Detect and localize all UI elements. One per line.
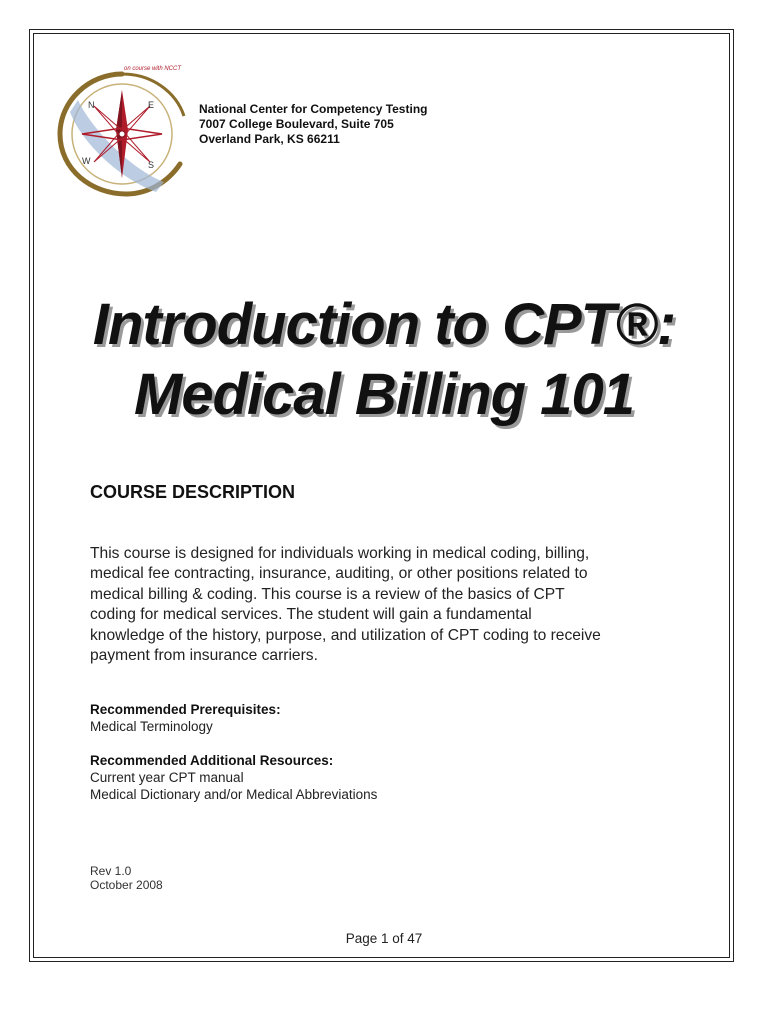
compass-letter-s: S — [148, 160, 155, 170]
document-title — [0, 290, 768, 430]
description-line: medical billing & coding. This course is a review of the basics of CPT — [90, 585, 565, 603]
resources-label: Recommended Additional Resources: — [90, 753, 334, 768]
title-line-1: Introduction to CPT®: — [92, 292, 676, 357]
course-description-text — [90, 544, 680, 666]
description-line: medical fee contracting, insurance, auditing, or other positions related to — [90, 565, 588, 583]
address-line-1: National Center for Competency Testing — [199, 102, 428, 116]
compass-letter-w: W — [82, 156, 91, 166]
ncct-compass-logo — [52, 60, 202, 200]
resource-item: Medical Dictionary and/or Medical Abbreviations — [90, 787, 378, 802]
revision-version: Rev 1.0 — [90, 864, 132, 878]
address-line-3: Overland Park, KS 66211 — [199, 132, 340, 146]
description-line: knowledge of the history, purpose, and utilization of CPT coding to receive — [90, 626, 601, 644]
prerequisites-label: Recommended Prerequisites: — [90, 702, 281, 717]
revision-date: October 2008 — [90, 878, 163, 892]
resources-section — [90, 752, 377, 803]
course-description-heading: COURSE DESCRIPTION — [90, 482, 296, 502]
prerequisites-section — [90, 701, 281, 735]
revision-info — [90, 864, 163, 892]
resource-item: Current year CPT manual — [90, 770, 244, 785]
description-line: payment from insurance carriers. — [90, 647, 318, 665]
logo-tagline: on course with NCCT — [124, 66, 182, 72]
compass-letter-e: E — [148, 100, 155, 110]
address-line-2: 7007 College Boulevard, Suite 705 — [199, 117, 394, 131]
description-line: coding for medical services. The student will gain a fundamental — [90, 606, 532, 624]
organization-address — [199, 102, 427, 147]
description-line: This course is designed for individuals working in medical coding, billing, — [90, 545, 590, 562]
page-number: Page 1 of 47 — [345, 931, 423, 946]
title-line-2: Medical Billing 101 — [134, 362, 634, 427]
prerequisite-item: Medical Terminology — [90, 719, 213, 734]
compass-letter-n: N — [88, 100, 95, 110]
